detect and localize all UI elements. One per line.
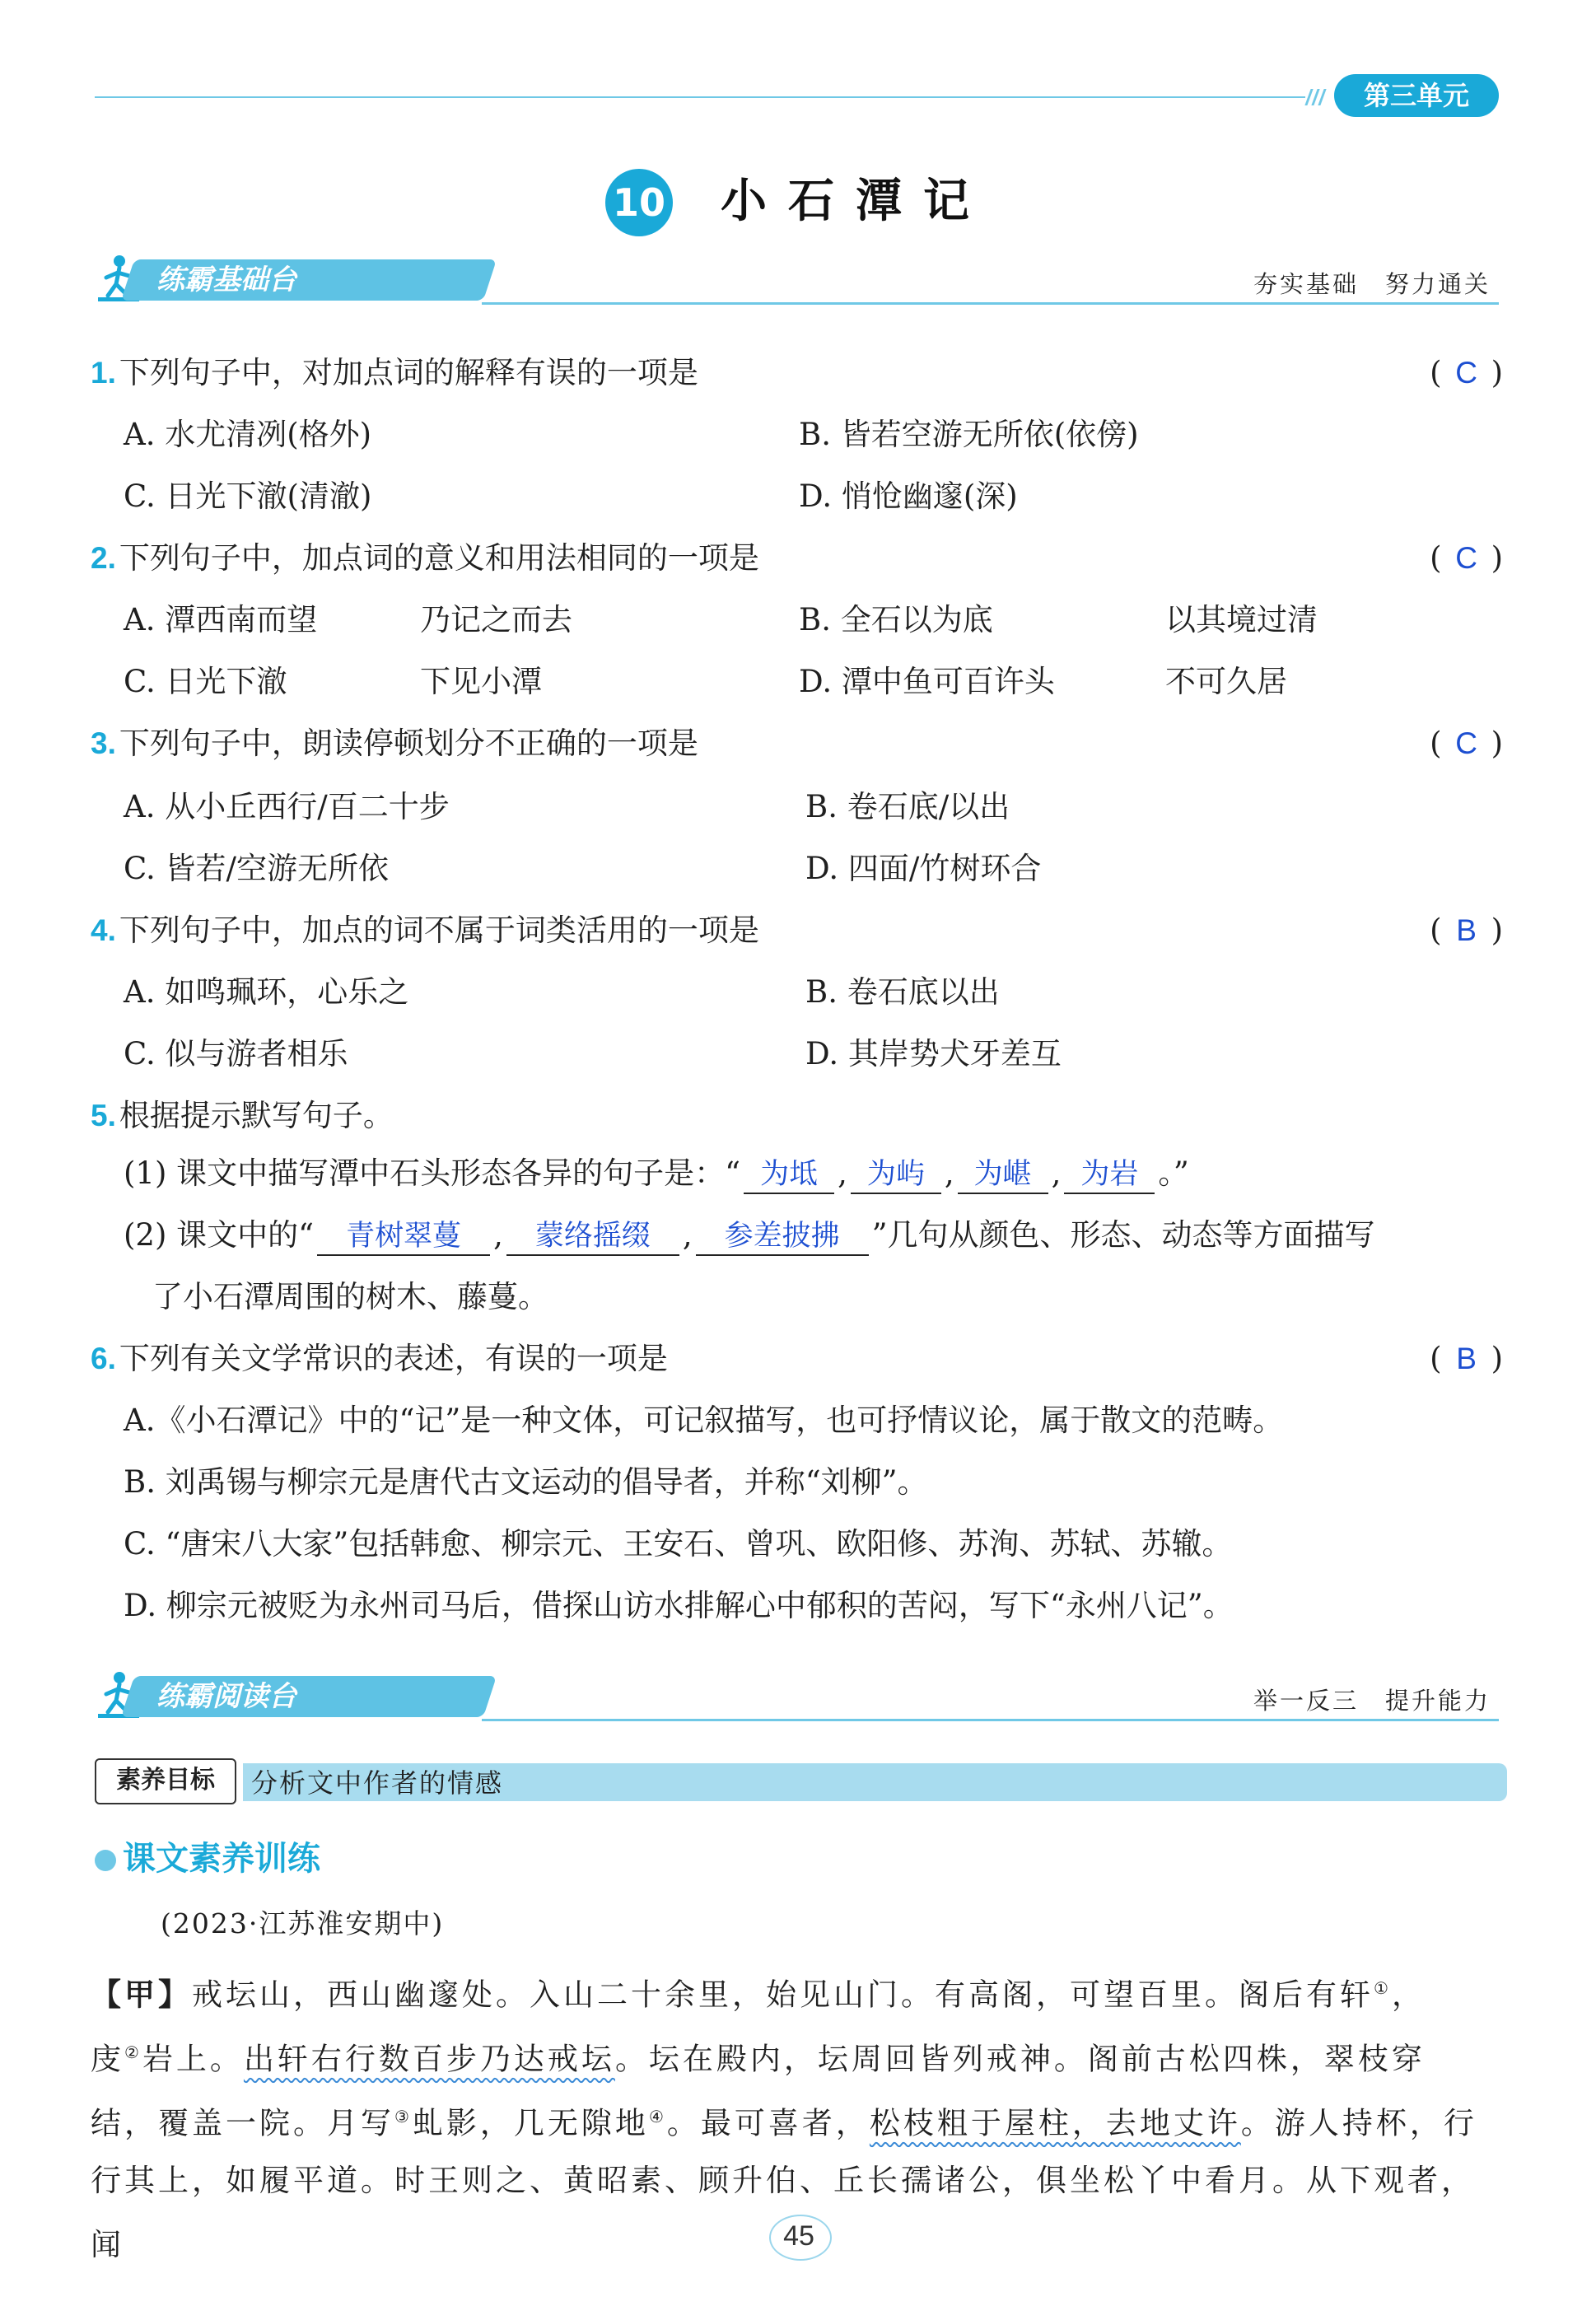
option-b: B. 卷石底/以出	[805, 789, 1010, 824]
fill-blank: 为坻	[744, 1156, 834, 1194]
wavy-underlined-sentence: 出轩右行数百步乃达戒坛	[243, 2041, 615, 2077]
fill-item-2: (2) 课文中的“ 青树翠蔓 , 蒙络摇缀 , 参差披拂 ”几句从颜色、形态、动态等方面描写	[124, 1215, 1375, 1256]
training-title-text: 课文素养训练	[123, 1840, 320, 1878]
goal-bar	[95, 1758, 1507, 1803]
option-a: A. 潭西南而望	[124, 602, 318, 637]
fill-suffix: ”几句从颜色、形态、动态等方面描写	[871, 1217, 1375, 1253]
answer: B	[1456, 1342, 1477, 1375]
answer: C	[1455, 356, 1477, 390]
page-number-text: 45	[783, 2220, 814, 2252]
option-c: C. 日光下澈	[124, 664, 287, 699]
fill-blank: 为嵁	[958, 1156, 1048, 1194]
option-b: B. 皆若空游无所依(依傍)	[799, 417, 1139, 452]
question-stem: 下列句子中，加点的词不属于词类活用的一项是	[119, 913, 759, 948]
question-number: 5.	[91, 1099, 116, 1132]
passage-text: 。坛在殿内，坛周回皆列戒神。阁前古松四株，翠枝穿	[614, 2041, 1426, 2077]
answer: C	[1455, 541, 1477, 575]
fill-prompt: (1) 课文中描写潭中石头形态各异的句子是：“	[124, 1155, 741, 1191]
header-rule	[95, 96, 1305, 98]
fill-item-1: (1) 课文中描写潭中石头形态各异的句子是：“ 为坻 , 为屿 , 为嵁 , 为岩 。”	[124, 1153, 1189, 1194]
option-a: A. 水尤清冽(格外)	[124, 417, 372, 452]
option-c: C. 似与游者相乐	[124, 1036, 348, 1071]
question-6	[91, 1338, 1503, 1379]
passage-text: 。最可喜者，	[666, 2105, 870, 2141]
option-d-pair: 不可久居	[1165, 664, 1287, 699]
answer: B	[1456, 913, 1477, 947]
answer-paren: ( C )	[1430, 352, 1503, 394]
answer-paren: ( B )	[1430, 910, 1503, 951]
lesson-title: 小石潭记	[721, 174, 991, 228]
footnote-mark: ④	[648, 2107, 667, 2126]
option-a: A. 从小丘西行/百二十步	[124, 789, 450, 824]
fill-blank: 蒙络摇缀	[506, 1218, 679, 1256]
section-slogan: 举一反三 提升能力	[1253, 1687, 1491, 1715]
passage-text: 戒坛山，西山幽邃处。入山二十余里，始见山门。有高阁，可望百里。阁后有轩	[192, 1977, 1374, 2013]
footnote-mark: ②	[124, 2042, 142, 2062]
question-number: 1.	[91, 356, 116, 390]
wavy-underlined-sentence: 松枝粗于屋柱，去地丈许	[869, 2105, 1241, 2141]
passage-line-3	[91, 2084, 1503, 2155]
page-number	[758, 2211, 840, 2261]
option-c: C. “唐宋八大家”包括韩愈、柳宗元、王安石、曾巩、欧阳修、苏洵、苏轼、苏辙。	[124, 1526, 1233, 1561]
goal-tag: 素养目标	[95, 1758, 236, 1804]
question-1	[91, 352, 1503, 394]
section-slogan: 夯实基础 努力通关	[1253, 270, 1491, 298]
fill-suffix: 。”	[1158, 1155, 1189, 1191]
passage-label: 【甲】	[91, 1976, 192, 2013]
passage-text: ，	[1391, 1977, 1426, 2013]
option-c: C. 皆若/空游无所依	[124, 851, 389, 886]
option-d: D. 其岸势犬牙差互	[805, 1036, 1062, 1071]
option-b-pair: 以其境过清	[1165, 602, 1318, 637]
passage-source: (2023·江苏淮安期中)	[161, 1907, 445, 1940]
option-a: A.《小石潭记》中的“记”是一种文体，可记叙描写，也可抒情议论，属于散文的范畴。	[124, 1403, 1284, 1438]
answer-paren: ( B )	[1430, 1338, 1503, 1379]
fill-blank: 为屿	[851, 1156, 941, 1194]
question-number: 4.	[91, 913, 116, 947]
section-rule	[482, 302, 1499, 305]
question-number: 3.	[91, 726, 116, 760]
fill-blank: 参差披拂	[696, 1218, 869, 1256]
section-rule	[482, 1719, 1499, 1721]
lesson-number: 10	[605, 169, 673, 236]
section-title: 练霸基础台	[156, 264, 296, 296]
header-tick	[1318, 89, 1326, 105]
option-a-pair: 乃记之而去	[420, 602, 572, 637]
footnote-mark: ①	[1374, 1978, 1392, 1998]
fill-prompt: (2) 课文中的“	[124, 1217, 315, 1253]
goal-text: 分析文中作者的情感	[251, 1767, 504, 1799]
answer-paren: ( C )	[1430, 723, 1503, 764]
passage-line-2	[91, 2020, 1503, 2091]
passage-text: 岩上。	[142, 2041, 244, 2077]
option-d: D. 四面/竹树环合	[805, 851, 1042, 886]
passage-text: 结，覆盖一院。月写	[91, 2105, 394, 2141]
question-stem: 下列句子中，对加点词的解释有误的一项是	[119, 355, 698, 390]
question-stem: 下列有关文学常识的表述，有误的一项是	[119, 1341, 668, 1376]
option-a: A. 如鸣珮环，心乐之	[124, 974, 409, 1010]
section-header-reading	[95, 1668, 1499, 1725]
question-2	[91, 538, 1503, 579]
option-b: B. 卷石底以出	[805, 974, 1000, 1010]
bullet-dot-icon	[95, 1850, 116, 1871]
question-stem: 下列句子中，朗读停顿划分不正确的一项是	[119, 726, 698, 761]
section-header-basic	[95, 251, 1499, 309]
footnote-mark: ③	[394, 2107, 413, 2126]
fill-blank: 青树翠蔓	[317, 1218, 490, 1256]
fill-blank: 为岩	[1064, 1156, 1155, 1194]
training-title	[95, 1832, 320, 1879]
passage-text: 庋	[91, 2041, 124, 2077]
question-stem: 下列句子中，加点词的意义和用法相同的一项是	[119, 540, 759, 576]
question-stem: 根据提示默写句子。	[119, 1098, 394, 1133]
answer: C	[1455, 726, 1477, 760]
answer-paren: ( C )	[1430, 538, 1503, 579]
question-4	[91, 910, 1503, 951]
question-number: 6.	[91, 1342, 116, 1375]
passage-line-4: 行其上，如履平道。时王则之、黄昭素、顾升伯、丘长孺诸公，俱坐松丫中看月。从下观者，闻	[91, 2163, 1475, 2262]
option-d: D. 潭中鱼可百许头	[799, 664, 1055, 699]
passage-text: 虬影，几无隙地	[412, 2105, 649, 2141]
fill-item-2-cont: 了小石潭周围的树木、藤蔓。	[152, 1279, 548, 1314]
question-number: 2.	[91, 541, 116, 575]
passage-line-1	[91, 1956, 1503, 2027]
option-c: C. 日光下澈(清澈)	[124, 478, 372, 514]
passage-text: 。游人持杯，行	[1240, 2105, 1477, 2141]
option-b: B. 全石以为底	[799, 602, 993, 637]
option-b: B. 刘禹锡与柳宗元是唐代古文运动的倡导者，并称“刘柳”。	[124, 1464, 928, 1500]
option-c-pair: 下见小潭	[420, 664, 542, 699]
question-5	[91, 1095, 1503, 1137]
section-title: 练霸阅读台	[156, 1680, 296, 1713]
option-d: D. 柳宗元被贬为永州司马后，借探山访水排解心中郁积的苦闷，写下“永州八记”。	[124, 1588, 1234, 1623]
unit-badge: 第三单元	[1334, 74, 1499, 117]
question-3	[91, 723, 1503, 764]
option-d: D. 悄怆幽邃(深)	[799, 478, 1018, 514]
